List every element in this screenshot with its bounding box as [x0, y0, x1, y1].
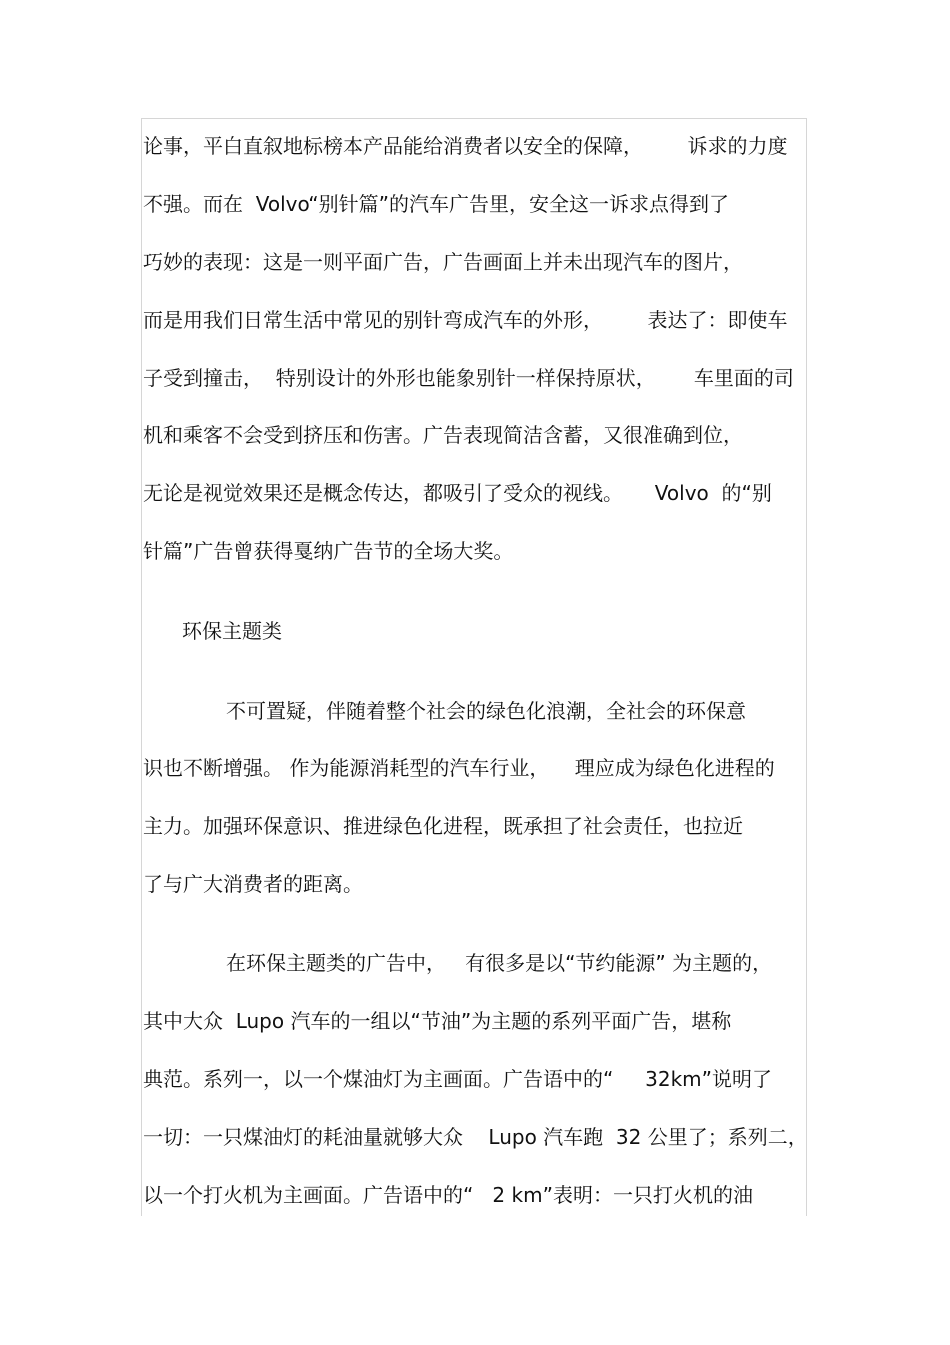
text-line: 不可置疑，伴随着整个社会的绿色化浪潮，全社会的环保意 [226, 699, 746, 723]
text-line: 而是用我们日常生活中常见的别针弯成汽车的外形， 表达了：即使车 [143, 308, 788, 332]
section-heading: 环保主题类 [182, 619, 282, 643]
page-border-right [806, 118, 807, 1216]
text-line: 在环保主题类的广告中， 有很多是以“节约能源” 为主题的， [226, 951, 773, 975]
text-line: 典范。系列一，以一个煤油灯为主画面。广告语中的“ 32km”说明了 [143, 1067, 773, 1091]
text-line: 不强。而在 Volvo“别针篇”的汽车广告里，安全这一诉求点得到了 [143, 192, 729, 216]
text-line: 机和乘客不会受到挤压和伤害。广告表现简洁含蓄，又很准确到位， [143, 423, 743, 447]
page-border-top [141, 118, 807, 119]
text-line: 巧妙的表现：这是一则平面广告，广告画面上并未出现汽车的图片， [143, 250, 743, 274]
text-line: 针篇”广告曾获得戛纳广告节的全场大奖。 [143, 539, 514, 563]
page-border-left [141, 118, 142, 1216]
text-line: 以一个打火机为主画面。广告语中的“ 2 km”表明：一只打火机的油 [143, 1183, 753, 1207]
text-line: 了与广大消费者的距离。 [143, 872, 363, 896]
text-line: 论事，平白直叙地标榜本产品能给消费者以安全的保障， 诉求的力度 [143, 134, 788, 158]
text-line: 一切：一只煤油灯的耗油量就够大众 Lupo 汽车跑 32 公里了；系列二， [143, 1125, 808, 1149]
text-line: 主力。加强环保意识、推进绿色化进程，既承担了社会责任，也拉近 [143, 814, 743, 838]
text-line: 无论是视觉效果还是概念传达，都吸引了受众的视线。 Volvo 的“别 [143, 481, 772, 505]
text-line: 其中大众 Lupo 汽车的一组以“节油”为主题的系列平面广告，堪称 [143, 1009, 732, 1033]
text-line: 识也不断增强。 作为能源消耗型的汽车行业， 理应成为绿色化进程的 [143, 756, 775, 780]
text-line: 子受到撞击， 特别设计的外形也能象别针一样保持原状， 车里面的司 [143, 366, 794, 390]
